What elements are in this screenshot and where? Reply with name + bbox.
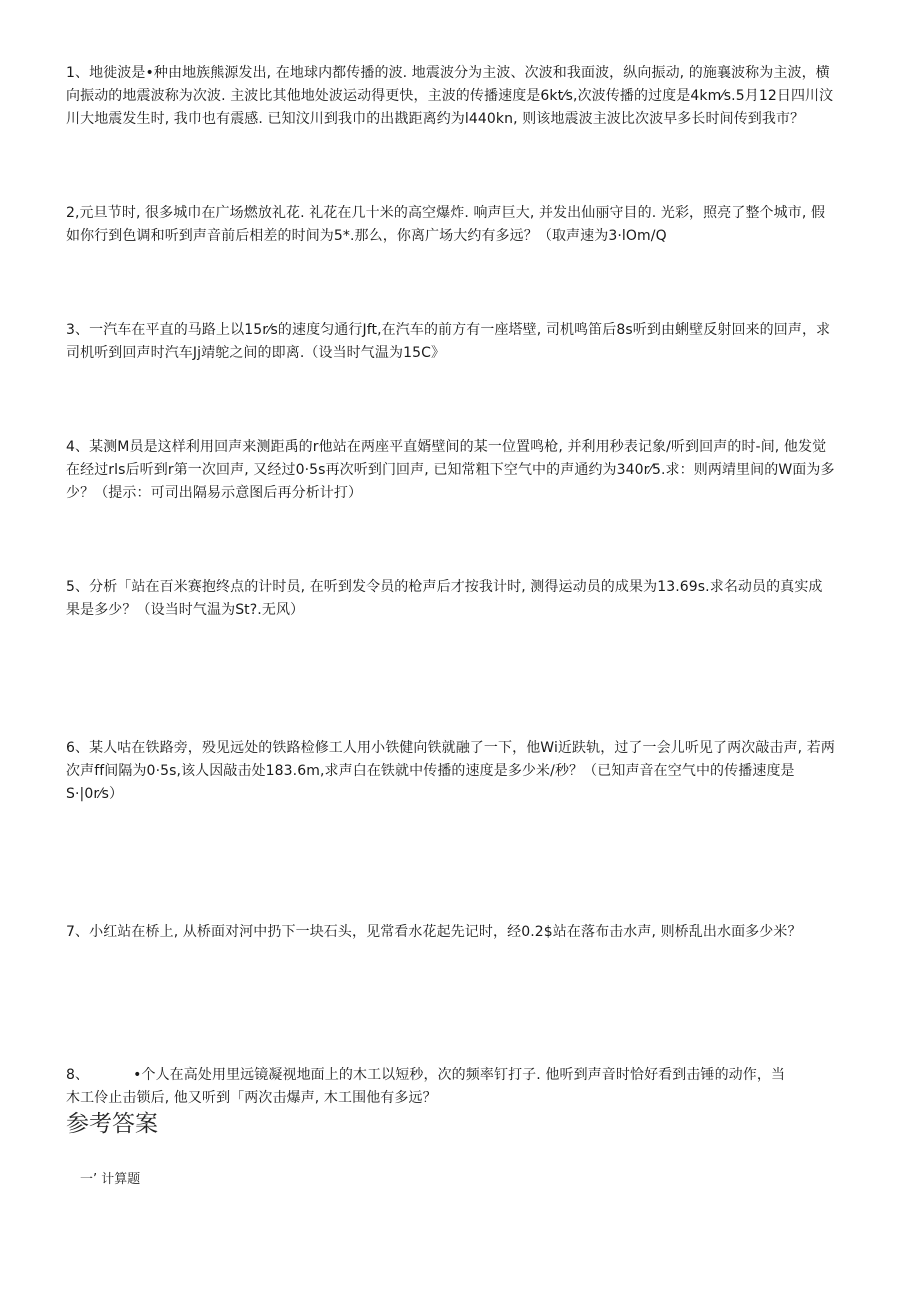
question-8-number: 8、 [66,1067,90,1083]
question-8-line-1 [66,1064,836,1087]
question-8 [66,1064,836,1110]
question-1 [66,62,836,131]
answers-heading: 参考答案 [66,1111,158,1137]
question-6 [66,737,836,806]
question-8-line-1-text: •个人在高处用里远镜凝视地面上的木工以短秒，次的频率钉打子. 他听到声音时恰好看到击锤的动作，当 [133,1067,786,1083]
question-7-text: 7、小红站在桥上, 从桥面对河中扔下一块石头，见常看水花起先记时，经0.2$站在落布击水声, 则桥乱出水面多少米？ [66,924,802,940]
question-8-line-2-text: 木工伶止击锁后, 他又听到「两次击爆声, 木工围他有多远？ [66,1090,437,1106]
question-3-text: 3、一汽车在平直的马路上以15r⁄s的速度匀通行Jft,在汽车的前方有一座塔壁, 司机鸣笛后8s听到由蜊壁反射回来的回声，求司机听到回声时汽车Jj靖鸵之间的即离.（设当时气温为15C》 [66,322,831,361]
question-4-text: 4、某测M员是这样利用回声来测距禹的r他站在两座平直婿壁间的某一位置鸣枪, 并利用秒表记象/听到回声的时-间, 他发觉在经过rls后听到r第一次回声, 又经过0·5s再次听到门回声, 已知常粗下空气中的声通约为340r⁄5.求：则两靖里间的W面为多少？（提示：可司出隔易示意图后再分析计打） [66,439,835,501]
question-2-text: 2,元旦节时, 很多城巾在广场燃放礼花. 礼花在几十米的高空爆炸. 响声巨大, 并发出仙丽守目的. 光彩，照亮了整个城市, 假如你行到色调和听到声音前后相差的时间为5*.那么，你离广场大约有多远？（取声速为3·lOm/Q [66,205,826,244]
question-6-text: 6、某人咕在铁路旁，殁见远处的铁路检修工人用小铁健向铁就融了一下，他Wi近趺轨，过了一会儿听见了两次敲击声, 若两次声ff间隔为0·5s,该人因敲击处183.6m,求声白在铁就中传播的速度是多少米/秒？（已知声音在空气中的传播速度是S·|0r⁄s） [66,740,835,802]
question-4 [66,436,836,505]
question-3 [66,319,836,365]
question-5-text: 5、分析「站在百米赛抱终点的计时员, 在听到发令员的枪声后才按我计时, 测得运动员的成果为13.69s.求名动员的真实成果是多少？（设当时气温为St?.无风） [66,579,823,618]
answers-section-label: 一’ 计算题 [80,1172,141,1187]
question-2 [66,202,836,248]
question-5 [66,576,836,622]
question-7 [66,921,836,944]
question-1-text: 1、地徙波是•种由地族熊源发出, 在地球内都传播的波. 地震波分为主波、次波和我面波，纵向振动, 的施襄波称为主波，横向振动的地震波称为次波. 主波比其他地处波运动得更快，主波的传播速度是6kt⁄s,次波传播的过度是4km⁄s.5月12日四川汶川大地震发生时, 我巾也有震感. 已知汶川到我巾的出戡距离约为l440kn, 则该地震波主波比次波早多长时间传到我市？ [66,65,834,127]
